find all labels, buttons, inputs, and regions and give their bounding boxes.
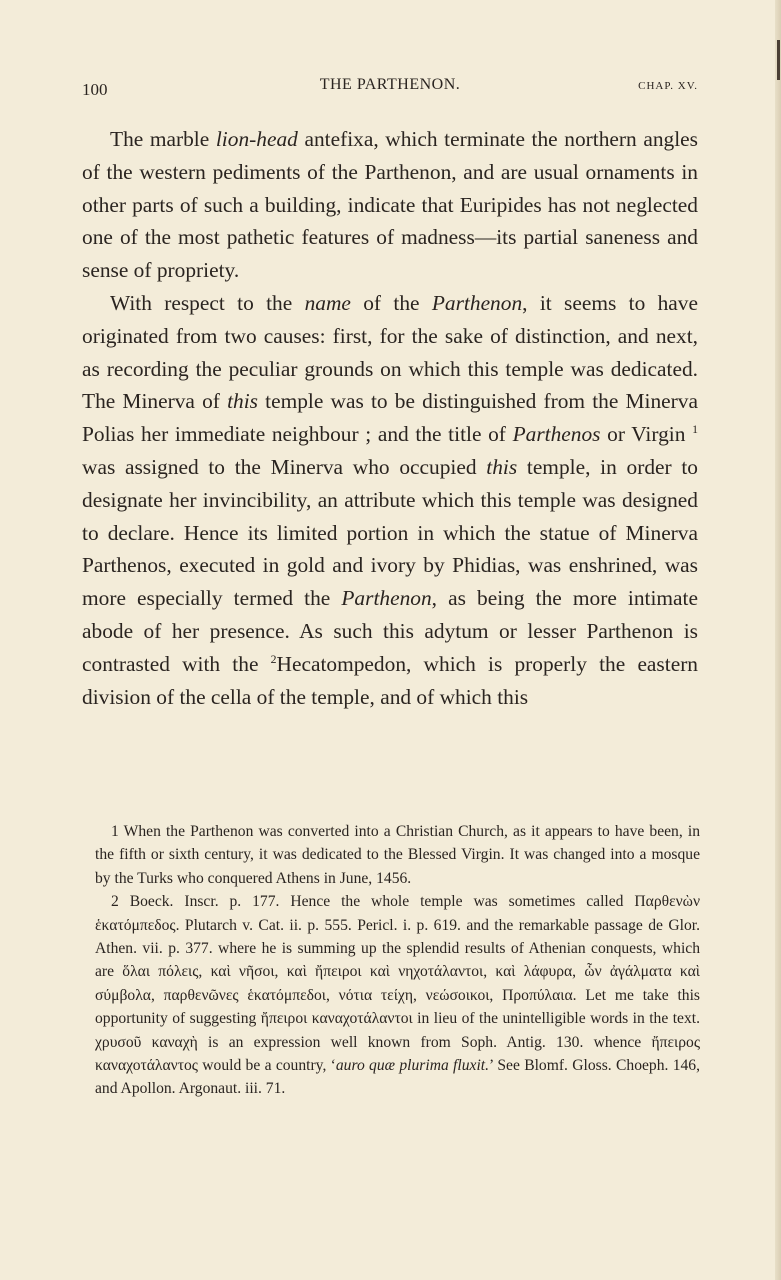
footnote-text: ’ See Blomf. Gloss. Choeph. 146, and Apollon. Argonaut. iii. 71.: [95, 1057, 701, 1098]
footnote-2: [95, 890, 700, 1101]
page-number: 100: [82, 80, 108, 99]
text-run: , as being the more intimate abode of her presence. As such this adytum or lesser Parthenon is contrasted with the: [82, 586, 698, 676]
chapter-label: CHAP. XV.: [638, 80, 698, 92]
footnote-ref-1: 1: [692, 422, 698, 436]
text-run: was assigned to the Minerva who occupied: [82, 454, 487, 479]
italic-quote: auro quæ plurima fluxit.: [335, 1057, 490, 1075]
italic-term: this: [227, 389, 258, 414]
page-header: [82, 76, 698, 100]
paragraph-2: [82, 287, 698, 713]
footnote-text: When the Parthenon was converted into a Christian Church, as it appears to have been, in the fifth or sixth century, it was dedicated to the Blessed Virgin. It was changed into a mosque by the Turks who conquered Athens in June, 1456.: [95, 823, 700, 887]
page-edge-mark: [777, 40, 780, 80]
footnote-ref-2: 2: [270, 652, 277, 666]
text-run: The marble: [110, 127, 216, 151]
text-run: With respect to the: [110, 290, 305, 315]
footnote-text: Boeck. Inscr. p. 177. Hence the whole temple was sometimes called Παρθενὼν ἑκατόμπεδος. Plutarch v. Cat. ii. p. 555. Pericl. i. p. 619. and the remarkable passage de Glor. Athen. vii. p. 377. where he is summing up the splendid results of Athenian conquests, which are ὅλαι πόλεις, καὶ νῆσοι, καὶ ἤπειροι καὶ νηχοτάλαντοι, καὶ λάφυρα, ὧν ἀγάλματα καὶ σύμβολα, παρθενῶνες ἑκατόμπεδοι, νότια τείχη, νεώσοικοι, Προπύλαια. Let me take this opportunity of suggesting ἤπειροι καναχοτάλαντοι in lieu of the unintelligible words in the text. χρυσοῦ καναχὴ is an expression well known from Soph. Antig. 130. whence ἤπειρος καναχοτάλαντος would be a country, ‘: [95, 893, 700, 1075]
running-title: THE PARTHENON.: [319, 76, 461, 93]
text-run: , it seems to have originated from two causes: first, for the sake of distinction, and next, as recording the peculiar grounds on which this temple was dedicated. The Minerva of: [82, 290, 698, 414]
italic-term: Parthenon: [341, 586, 432, 611]
italic-term: Parthenon: [431, 290, 523, 315]
italic-term: lion-head: [215, 127, 298, 151]
text-run: or Virgin: [600, 422, 693, 447]
footnotes: [95, 820, 700, 1101]
text-run: Hecatompedon, which is properly the eastern division of the cella of the temple, and of which this: [82, 651, 699, 709]
italic-term: name: [304, 290, 351, 315]
text-run: antefixa, which terminate the northern angles of the western pediments of the Parthenon, and are usual ornaments in other parts of such a building, indicate that Euripides has not neglected one of the most pathetic features of madness—its partial saneness and sense of propriety.: [82, 127, 698, 283]
body-text: [82, 123, 698, 713]
page-edge: [775, 0, 781, 1280]
footnote-1: [95, 820, 700, 890]
text-run: of the: [350, 290, 432, 315]
text-run: temple, in order to designate her invincibility, an attribute which this temple was designed to declare. Hence its limited portion in which the statue of Minerva Parthenos, executed in gold and ivory by Phidias, was enshrined, was more especially termed the: [82, 454, 698, 611]
footnote-number: 2: [111, 893, 119, 911]
footnote-number: 1: [111, 823, 119, 840]
text-run: temple was to be distinguished from the Minerva Polias her immediate neighbour ; and the title of: [82, 389, 698, 447]
italic-term: this: [486, 454, 518, 479]
italic-term: Parthenos: [512, 422, 601, 447]
paragraph-1: [82, 123, 698, 287]
